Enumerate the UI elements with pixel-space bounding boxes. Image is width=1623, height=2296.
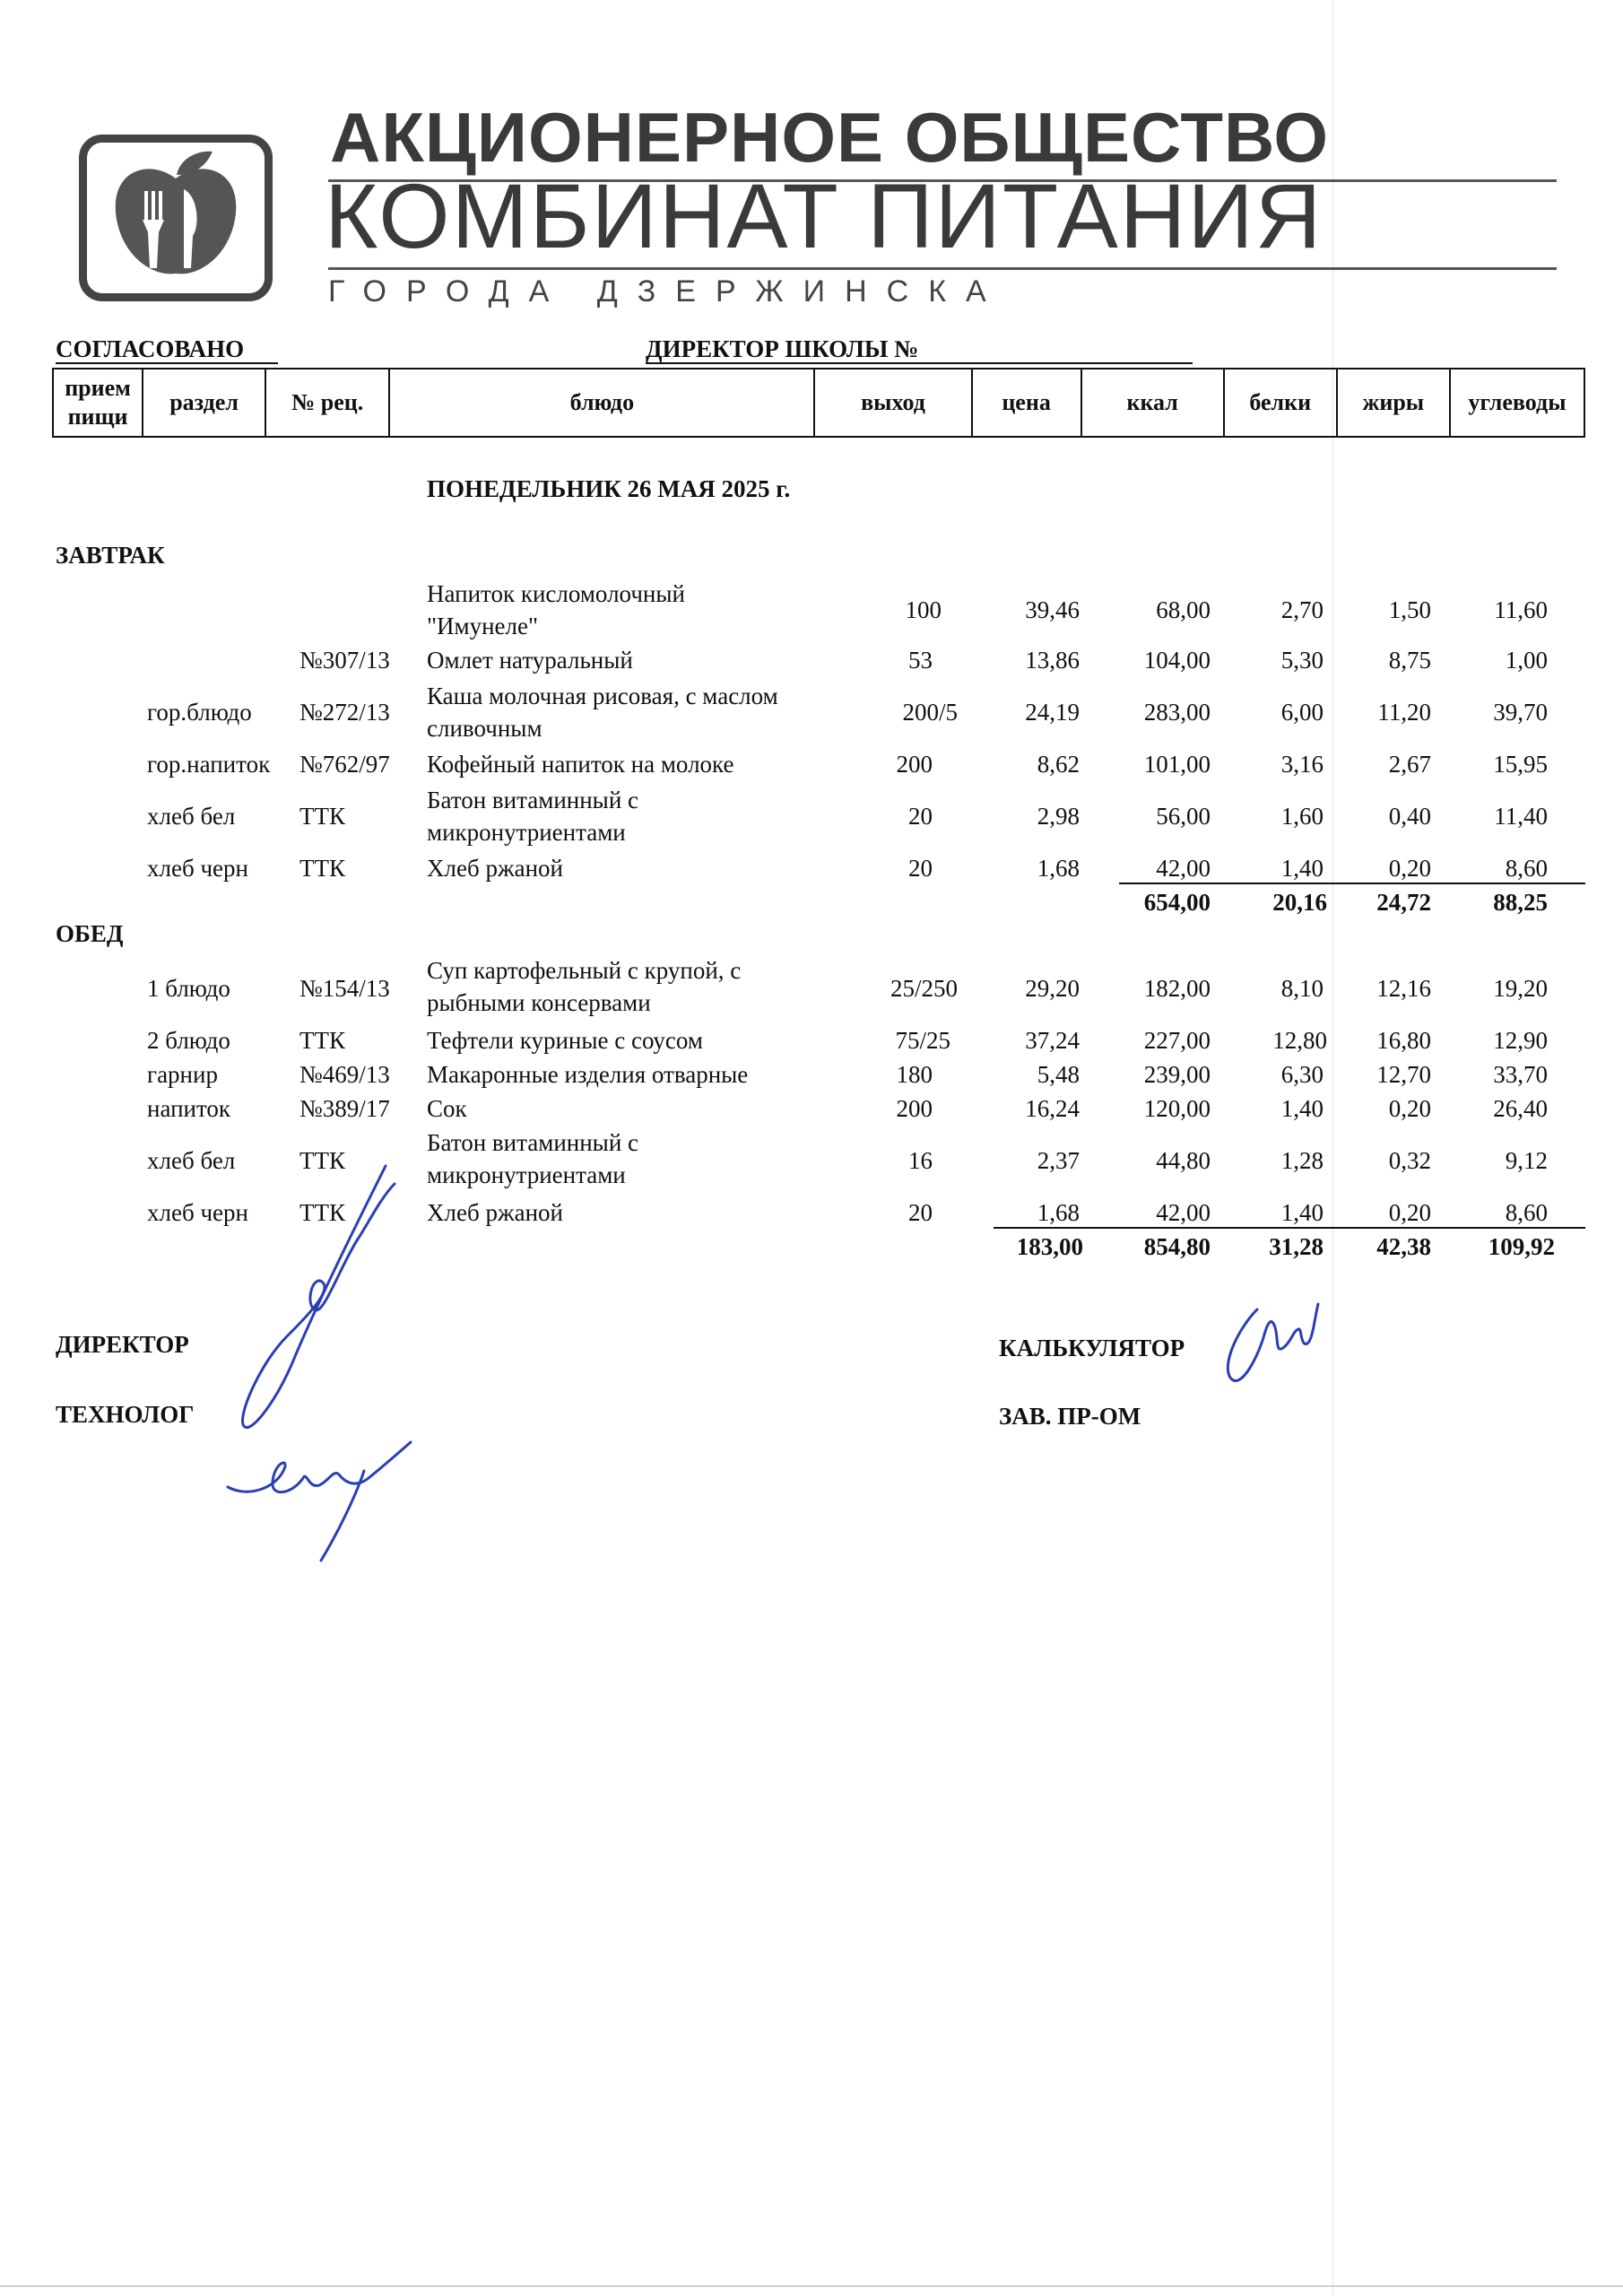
brand-title-line2: КОМБИНАТ ПИТАНИЯ [325, 165, 1324, 267]
col-recipe: № рец. [265, 369, 389, 437]
protein-total: 20,16 [1272, 889, 1327, 916]
recipe-number: №389/17 [299, 1095, 390, 1122]
carbs-value: 12,90 [1493, 1027, 1548, 1054]
price-value: 13,86 [1025, 647, 1080, 674]
col-meal: прием пищи [53, 369, 143, 437]
output-value: 20 [908, 1199, 933, 1226]
menu-table-header [52, 368, 1585, 438]
output-value: 180 [896, 1061, 933, 1088]
fat-value: 11,20 [1377, 699, 1431, 726]
recipe-number: ТТК [299, 855, 345, 882]
kcal-total: 854,80 [1143, 1233, 1211, 1260]
kcal-value: 283,00 [1143, 699, 1211, 726]
recipe-number: ТТК [299, 1147, 345, 1174]
col-price: цена [972, 369, 1081, 437]
dish-name: "Имунеле" [427, 613, 539, 639]
dish-name: Каша молочная рисовая, с маслом [427, 683, 778, 709]
carbs-value: 11,60 [1494, 596, 1548, 623]
kcal-value: 44,80 [1156, 1147, 1211, 1174]
section-name: гарнир [147, 1061, 218, 1088]
section-name: 2 блюдо [147, 1027, 230, 1054]
section-name: напиток [147, 1095, 231, 1122]
carbs-total: 88,25 [1493, 889, 1548, 916]
fat-total: 42,38 [1376, 1233, 1431, 1260]
brand-title-line3: ГОРОДА ДЗЕРЖИНСКА [328, 274, 1006, 309]
output-value: 20 [908, 855, 933, 882]
price-value: 2,37 [1037, 1147, 1080, 1174]
fat-value: 2,67 [1388, 751, 1431, 778]
recipe-number: №307/13 [299, 647, 390, 674]
fat-value: 12,16 [1376, 975, 1431, 1002]
brand-title-line1: АКЦИОНЕРНОЕ ОБЩЕСТВО [330, 98, 1330, 177]
carbs-value: 15,95 [1493, 751, 1548, 778]
kcal-value: 104,00 [1143, 647, 1211, 674]
dish-name: Тефтели куриные с соусом [427, 1027, 703, 1054]
calculator-signature [1212, 1292, 1320, 1390]
agreed-label: СОГЛАСОВАНО [56, 335, 245, 362]
kcal-value: 182,00 [1143, 975, 1211, 1002]
price-value: 29,20 [1025, 975, 1080, 1002]
col-carbs: углеводы [1450, 369, 1584, 437]
output-value: 200/5 [902, 699, 958, 726]
fat-value: 16,80 [1376, 1027, 1431, 1054]
price-total: 183,00 [1016, 1233, 1083, 1260]
brand-divider [328, 267, 1557, 270]
carbs-value: 11,40 [1494, 803, 1548, 830]
school-director-underline [646, 362, 1193, 364]
kcal-value: 42,00 [1156, 855, 1211, 882]
kcal-value: 239,00 [1143, 1061, 1211, 1088]
dish-name: сливочным [427, 715, 542, 742]
kcal-value: 68,00 [1156, 596, 1211, 623]
kcal-total: 654,00 [1143, 889, 1211, 916]
price-value: 2,98 [1037, 803, 1080, 830]
kcal-value: 101,00 [1143, 751, 1211, 778]
section-name: гор.блюдо [147, 699, 252, 726]
fat-value: 0,20 [1388, 1095, 1431, 1122]
output-value: 25/250 [890, 975, 958, 1002]
protein-value: 12,80 [1272, 1027, 1327, 1054]
dish-name: Макаронные изделия отварные [427, 1061, 749, 1088]
director-signature [224, 1157, 404, 1444]
col-output: выход [814, 369, 971, 437]
carbs-value: 9,12 [1505, 1147, 1548, 1174]
carbs-value: 39,70 [1493, 699, 1548, 726]
output-value: 75/25 [895, 1027, 950, 1054]
totals-rule [994, 1227, 1585, 1229]
recipe-number: №762/97 [299, 751, 390, 778]
carbs-total: 109,92 [1488, 1233, 1555, 1260]
protein-value: 8,10 [1280, 975, 1324, 1002]
protein-value: 2,70 [1280, 596, 1324, 623]
company-logo [79, 135, 273, 301]
col-dish: блюдо [389, 369, 814, 437]
carbs-value: 1,00 [1505, 647, 1548, 674]
dish-name: Напиток кисломолочный [427, 580, 685, 607]
section-name: хлеб бел [147, 1147, 236, 1174]
price-value: 24,19 [1025, 699, 1080, 726]
scan-line [1332, 0, 1333, 2296]
recipe-number: ТТК [299, 803, 345, 830]
col-section: раздел [143, 369, 265, 437]
carbs-value: 8,60 [1505, 1199, 1548, 1226]
price-value: 5,48 [1037, 1061, 1080, 1088]
dish-name: рыбными консервами [427, 989, 651, 1016]
recipe-number: ТТК [299, 1027, 345, 1054]
output-value: 200 [896, 1095, 933, 1122]
breakfast-title: ЗАВТРАК [56, 542, 165, 569]
section-name: хлеб черн [147, 1199, 248, 1226]
date-heading: ПОНЕДЕЛЬНИК 26 МАЯ 2025 г. [427, 475, 791, 502]
fat-value: 0,32 [1388, 1147, 1431, 1174]
recipe-number: №272/13 [299, 699, 390, 726]
section-name: 1 блюдо [147, 975, 230, 1002]
protein-total: 31,28 [1269, 1233, 1324, 1260]
school-director-label: ДИРЕКТОР ШКОЛЫ № [646, 335, 919, 362]
col-kcal: ккал [1081, 369, 1224, 437]
dish-name: Хлеб ржаной [427, 1199, 563, 1226]
price-value: 1,68 [1037, 855, 1080, 882]
carbs-value: 8,60 [1505, 855, 1548, 882]
fat-value: 0,40 [1388, 803, 1431, 830]
protein-value: 1,40 [1280, 855, 1324, 882]
section-name: хлеб черн [147, 855, 248, 882]
dish-name: Суп картофельный с крупой, с [427, 957, 742, 984]
protein-value: 5,30 [1280, 647, 1324, 674]
dish-name: микронутриентами [427, 819, 626, 846]
carbs-value: 19,20 [1493, 975, 1548, 1002]
technologist-label: ТЕХНОЛОГ [56, 1401, 195, 1428]
agreed-underline [56, 362, 278, 364]
totals-rule [1119, 883, 1585, 884]
protein-value: 1,40 [1280, 1199, 1324, 1226]
protein-value: 6,30 [1280, 1061, 1324, 1088]
director-label: ДИРЕКТОР [56, 1331, 189, 1358]
recipe-number: №154/13 [299, 975, 390, 1002]
protein-value: 1,40 [1280, 1095, 1324, 1122]
protein-value: 3,16 [1280, 751, 1324, 778]
price-value: 8,62 [1037, 751, 1080, 778]
dish-name: Сок [427, 1095, 467, 1122]
apple-fork-icon [87, 143, 265, 293]
kcal-value: 42,00 [1156, 1199, 1211, 1226]
fat-value: 0,20 [1388, 1199, 1431, 1226]
dish-name: микронутриентами [427, 1161, 626, 1188]
section-name: гор.напиток [147, 751, 271, 778]
dish-name: Хлеб ржаной [427, 855, 563, 882]
recipe-number: №469/13 [299, 1061, 390, 1088]
price-value: 37,24 [1025, 1027, 1080, 1054]
output-value: 53 [908, 647, 933, 674]
protein-value: 1,60 [1280, 803, 1324, 830]
price-value: 39,46 [1025, 596, 1080, 623]
output-value: 200 [896, 751, 933, 778]
output-value: 100 [905, 596, 942, 623]
price-value: 1,68 [1037, 1199, 1080, 1226]
output-value: 16 [908, 1147, 933, 1174]
col-protein: белки [1224, 369, 1337, 437]
carbs-value: 33,70 [1493, 1061, 1548, 1088]
section-name: хлеб бел [147, 803, 236, 830]
technologist-signature [221, 1435, 427, 1570]
protein-value: 6,00 [1280, 699, 1324, 726]
recipe-number: ТТК [299, 1199, 345, 1226]
lunch-title: ОБЕД [56, 920, 124, 947]
dish-name: Кофейный напиток на молоке [427, 751, 734, 778]
calculator-label: КАЛЬКУЛЯТОР [999, 1335, 1185, 1361]
dish-name: Омлет натуральный [427, 647, 633, 674]
dish-name: Батон витаминный с [427, 787, 638, 813]
protein-value: 1,28 [1280, 1147, 1324, 1174]
col-fat: жиры [1337, 369, 1450, 437]
kcal-value: 227,00 [1143, 1027, 1211, 1054]
price-value: 16,24 [1025, 1095, 1080, 1122]
kcal-value: 120,00 [1143, 1095, 1211, 1122]
fat-total: 24,72 [1376, 889, 1431, 916]
fat-value: 8,75 [1388, 647, 1431, 674]
fat-value: 12,70 [1376, 1061, 1431, 1088]
output-value: 20 [908, 803, 933, 830]
kcal-value: 56,00 [1156, 803, 1211, 830]
carbs-value: 26,40 [1493, 1095, 1548, 1122]
fat-value: 0,20 [1388, 855, 1431, 882]
production-head-label: ЗАВ. ПР-ОМ [999, 1403, 1141, 1430]
dish-name: Батон витаминный с [427, 1129, 638, 1156]
fat-value: 1,50 [1388, 596, 1431, 623]
scan-edge [0, 2285, 1623, 2287]
